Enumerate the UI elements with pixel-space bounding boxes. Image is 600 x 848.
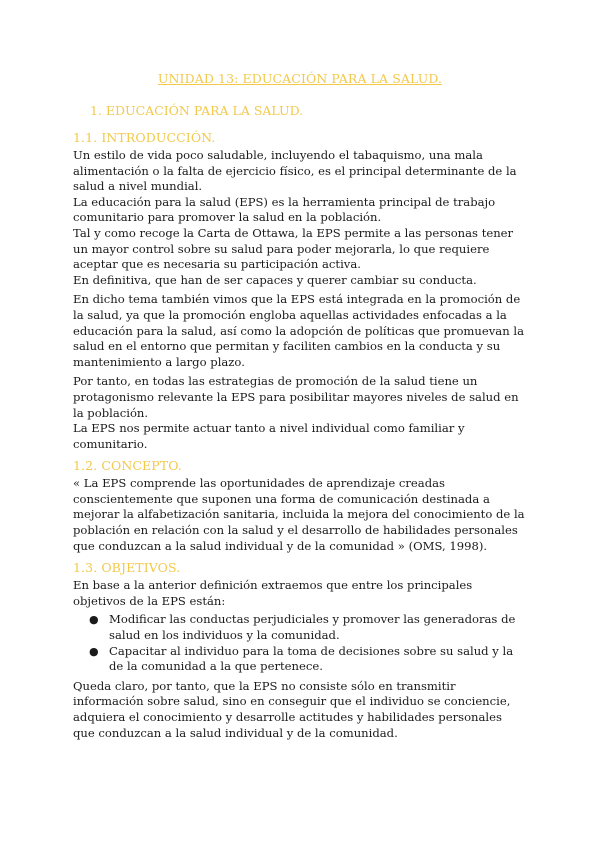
objectives-list xyxy=(73,612,527,674)
intro-paragraph: En definitiva, que han de ser capaces y querer cambiar su conducta. xyxy=(73,272,477,287)
list-item xyxy=(73,644,527,675)
list-item-text: Capacitar al individuo para la toma de decisiones sobre su salud y la de la comunidad a la que pertenece. xyxy=(109,643,514,674)
concept-heading: 1.2. CONCEPTO. xyxy=(73,458,182,474)
intro-paragraph: En dicho tema también vimos que la EPS está integrada en la promoción de la salud, ya que la promoción engloba aquellas actividades enfocadas a la educación para la salud, así como la adopción de políticas que promuevan la salud en el entorno que permitan y faciliten cambios en la conducta y su mantenimiento a largo plazo. xyxy=(73,292,524,369)
list-item xyxy=(73,612,527,643)
intro-paragraph: Un estilo de vida poco saludable, incluyendo el tabaquismo, una mala alimentación o la falta de ejercicio físico, es el principal determinante de la salud a nivel mundial. xyxy=(73,148,517,194)
intro-paragraph: La EPS nos permite actuar tanto a nivel individual como familiar y comunitario. xyxy=(73,421,465,451)
bullet-icon: ● xyxy=(89,613,99,627)
concept-quote: « La EPS comprende las oportunidades de aprendizaje creadas conscientemente que suponen una forma de comunicación destinada a mejorar la alfabetización sanitaria, incluida la mejora del conocimiento de la población en relación con la salud y el desarrollo de habilidades personales que conduzcan a la salud individual y de la comunidad » (OMS, 1998). xyxy=(73,476,525,553)
intro-paragraph: Por tanto, en todas las estrategias de promoción de la salud tiene un protagonismo relevante la EPS para posibilitar mayores niveles de salud en la población. xyxy=(73,374,519,420)
intro-paragraph: La educación para la salud (EPS) es la herramienta principal de trabajo comunitario para promover la salud en la población. xyxy=(73,194,496,225)
bullet-icon: ● xyxy=(89,644,99,658)
section-heading-1: 1. EDUCACIÓN PARA LA SALUD. xyxy=(90,103,304,118)
list-item-text: Modificar las conductas perjudiciales y promover las generadoras de salud en los individuos y la comunidad. xyxy=(109,612,516,643)
document-title: UNIDAD 13: EDUCACIÓN PARA LA SALUD. xyxy=(157,71,443,86)
objectives-lead: En base a la anterior definición extraemos que entre los principales objetivos de la EPS están: xyxy=(73,578,473,608)
intro-heading: 1.1. INTRODUCCIÓN. xyxy=(73,130,216,145)
objectives-heading: 1.3. OBJETIVOS. xyxy=(73,560,181,576)
objectives-closing: Queda claro, por tanto, que la EPS no consiste sólo en transmitir información sobre salud, sino en conseguir que el individuo se conciencie, adquiera el conocimiento y desarrolle actitudes y habilidades personales que conduzcan a la salud individual y de la comunidad. xyxy=(73,678,511,740)
intro-paragraph: Tal y como recoge la Carta de Ottawa, la EPS permite a las personas tener un mayor control sobre su salud para poder mejorarla, lo que requiere aceptar que es necesaria su participación activa. xyxy=(73,225,514,272)
